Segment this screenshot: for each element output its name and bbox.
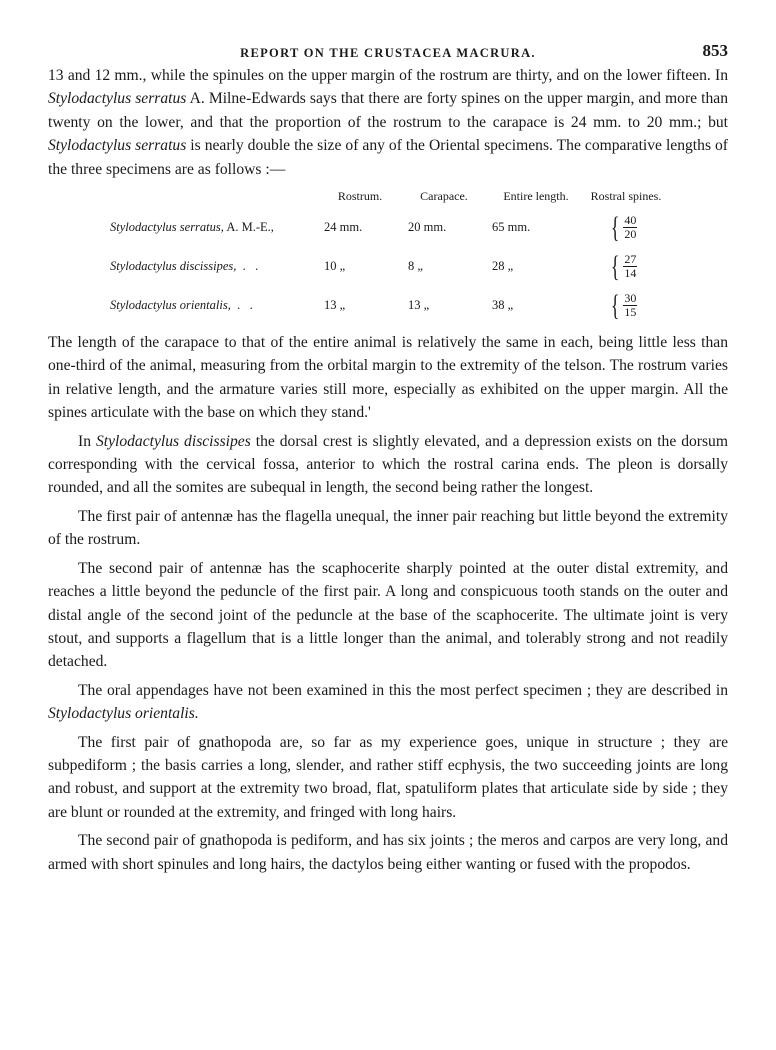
paragraph-1 <box>48 64 728 181</box>
paragraph-4: The first pair of antennæ has the flagella unequal, the inner pair reaching but little beyond the extremity of the rostrum. <box>48 507 728 549</box>
paragraph-8: The second pair of gnathopoda is pediform, and has six joints ; the meros and carpos are very long, and armed with short spinules and long hairs, the dactylos being either wanting or fused with the propodos. <box>48 832 728 873</box>
spines-lower: 20 <box>624 227 637 242</box>
length-cell: 38 „ <box>492 298 514 313</box>
paragraph-7: The first pair of gnathopoda are, so far as my experience goes, unique in structure ; they are subpediform ; the basis carries a long, slender, and rather stiff ecphysis, the two succeeding joints are long and robust, and support at the extremity two broad, flat, spatuliform plates that articulate side by side ; they are blunt or rounded at the extremity, and fringed with long hairs. <box>48 733 728 821</box>
table-row <box>110 208 666 247</box>
header-rostrum: Rostrum. <box>337 189 383 204</box>
brace-icon: { <box>610 210 620 244</box>
spines-lower: 14 <box>624 266 637 281</box>
authority: A. M.-E., <box>223 220 274 235</box>
species-name: Stylodactylus orientalis, <box>110 298 231 313</box>
text-run: the dorsal crest is slightly elevated, and a depression exists on the dorsum corresponding with the cervical fossa, anterior to which the rostral carina ends. The pleon is dorsally rounded, and all the somites are subequal in length, the second being rather the longest. <box>48 432 728 497</box>
paragraph-3 <box>48 430 728 500</box>
rostrum-cell: 13 „ <box>324 298 346 313</box>
species-cell <box>110 208 318 247</box>
spines-upper: 40 <box>624 213 637 228</box>
carapace-cell: 8 „ <box>408 259 423 274</box>
table-row <box>110 247 666 286</box>
text-run: In <box>78 432 96 450</box>
brace-icon: { <box>610 288 620 322</box>
length-cell: 65 mm. <box>492 220 531 235</box>
spines-upper: 27 <box>624 252 637 267</box>
species-name: Stylodactylus discissipes, <box>110 259 237 274</box>
species-name: Stylodactylus discissipes <box>95 432 251 450</box>
length-cell: 28 „ <box>492 259 514 274</box>
text-run: The oral appendages have not been examined in this the most perfect specimen ; they are described in <box>78 681 728 699</box>
paragraph-2: The length of the carapace to that of the entire animal is relatively the same in each, being little less than one-third of the animal, measuring from the orbital margin to the extremity of the telson. The rostrum varies in relative length, and the armature varies still more, especially as exhibited on the upper margin. All the spines articulate with the base on which they stand.' <box>48 334 728 422</box>
running-head: REPORT ON THE CRUSTACEA MACRURA. <box>240 46 536 60</box>
paragraph-6 <box>48 679 728 726</box>
rostrum-cell: 24 mm. <box>324 220 363 235</box>
spine-fraction <box>623 214 637 241</box>
rostrum-cell: 10 „ <box>324 259 346 274</box>
spine-fraction <box>623 292 637 319</box>
header-carapace: Carapace. <box>420 189 468 204</box>
text-run: 13 and 12 mm., while the spinules on the upper margin of the rostrum are thirty, and on the lower fifteen. In <box>48 67 728 84</box>
authority: . . <box>236 259 259 274</box>
page-header <box>48 40 728 64</box>
species-cell <box>110 247 318 286</box>
header-length: Entire length. <box>503 189 569 204</box>
species-name: Stylodactylus orientalis. <box>48 705 199 723</box>
spines-cell <box>586 247 666 286</box>
table-row <box>110 286 666 325</box>
carapace-cell: 13 „ <box>408 298 430 313</box>
spines-lower: 15 <box>624 305 637 320</box>
brace-icon: { <box>610 249 620 283</box>
carapace-cell: 20 mm. <box>408 220 447 235</box>
page <box>48 40 728 876</box>
spines-upper: 30 <box>624 291 637 306</box>
header-species <box>110 189 318 208</box>
header-spines: Rostral spines. <box>590 189 662 204</box>
species-name: Stylodactylus serratus <box>48 90 187 108</box>
species-cell <box>110 286 318 325</box>
spines-cell <box>586 208 666 247</box>
table-header-row <box>110 189 666 208</box>
spines-cell <box>586 286 666 325</box>
species-name: Stylodactylus serratus, <box>110 220 224 235</box>
authority: . . <box>230 298 253 313</box>
specimen-comparison-table <box>110 189 666 325</box>
text-run: is nearly double the size of any of the Oriental specimens. The comparative lengths of the three specimens are as follows :— <box>48 137 729 178</box>
page-number: 853 <box>702 41 728 60</box>
species-name: Stylodactylus serratus <box>48 137 187 155</box>
spine-fraction <box>623 253 637 280</box>
text-run: A. Milne-Edwards says that there are forty spines on the upper margin, and more than twenty on the lower, and that the proportion of the rostrum to the carapace is 24 mm. to 20 mm.; but <box>48 90 728 131</box>
paragraph-5: The second pair of antennæ has the scaphocerite sharply pointed at the outer distal extremity, and reaches a little beyond the peduncle of the first pair. A long and conspicuous tooth stands on the outer and distal angle of the second joint of the peduncle at the base of the scaphocerite. The ultimate joint is very stout, and supports a flagellum that is a little longer than the animal, and tolerably strong and not readily detached. <box>48 559 728 671</box>
